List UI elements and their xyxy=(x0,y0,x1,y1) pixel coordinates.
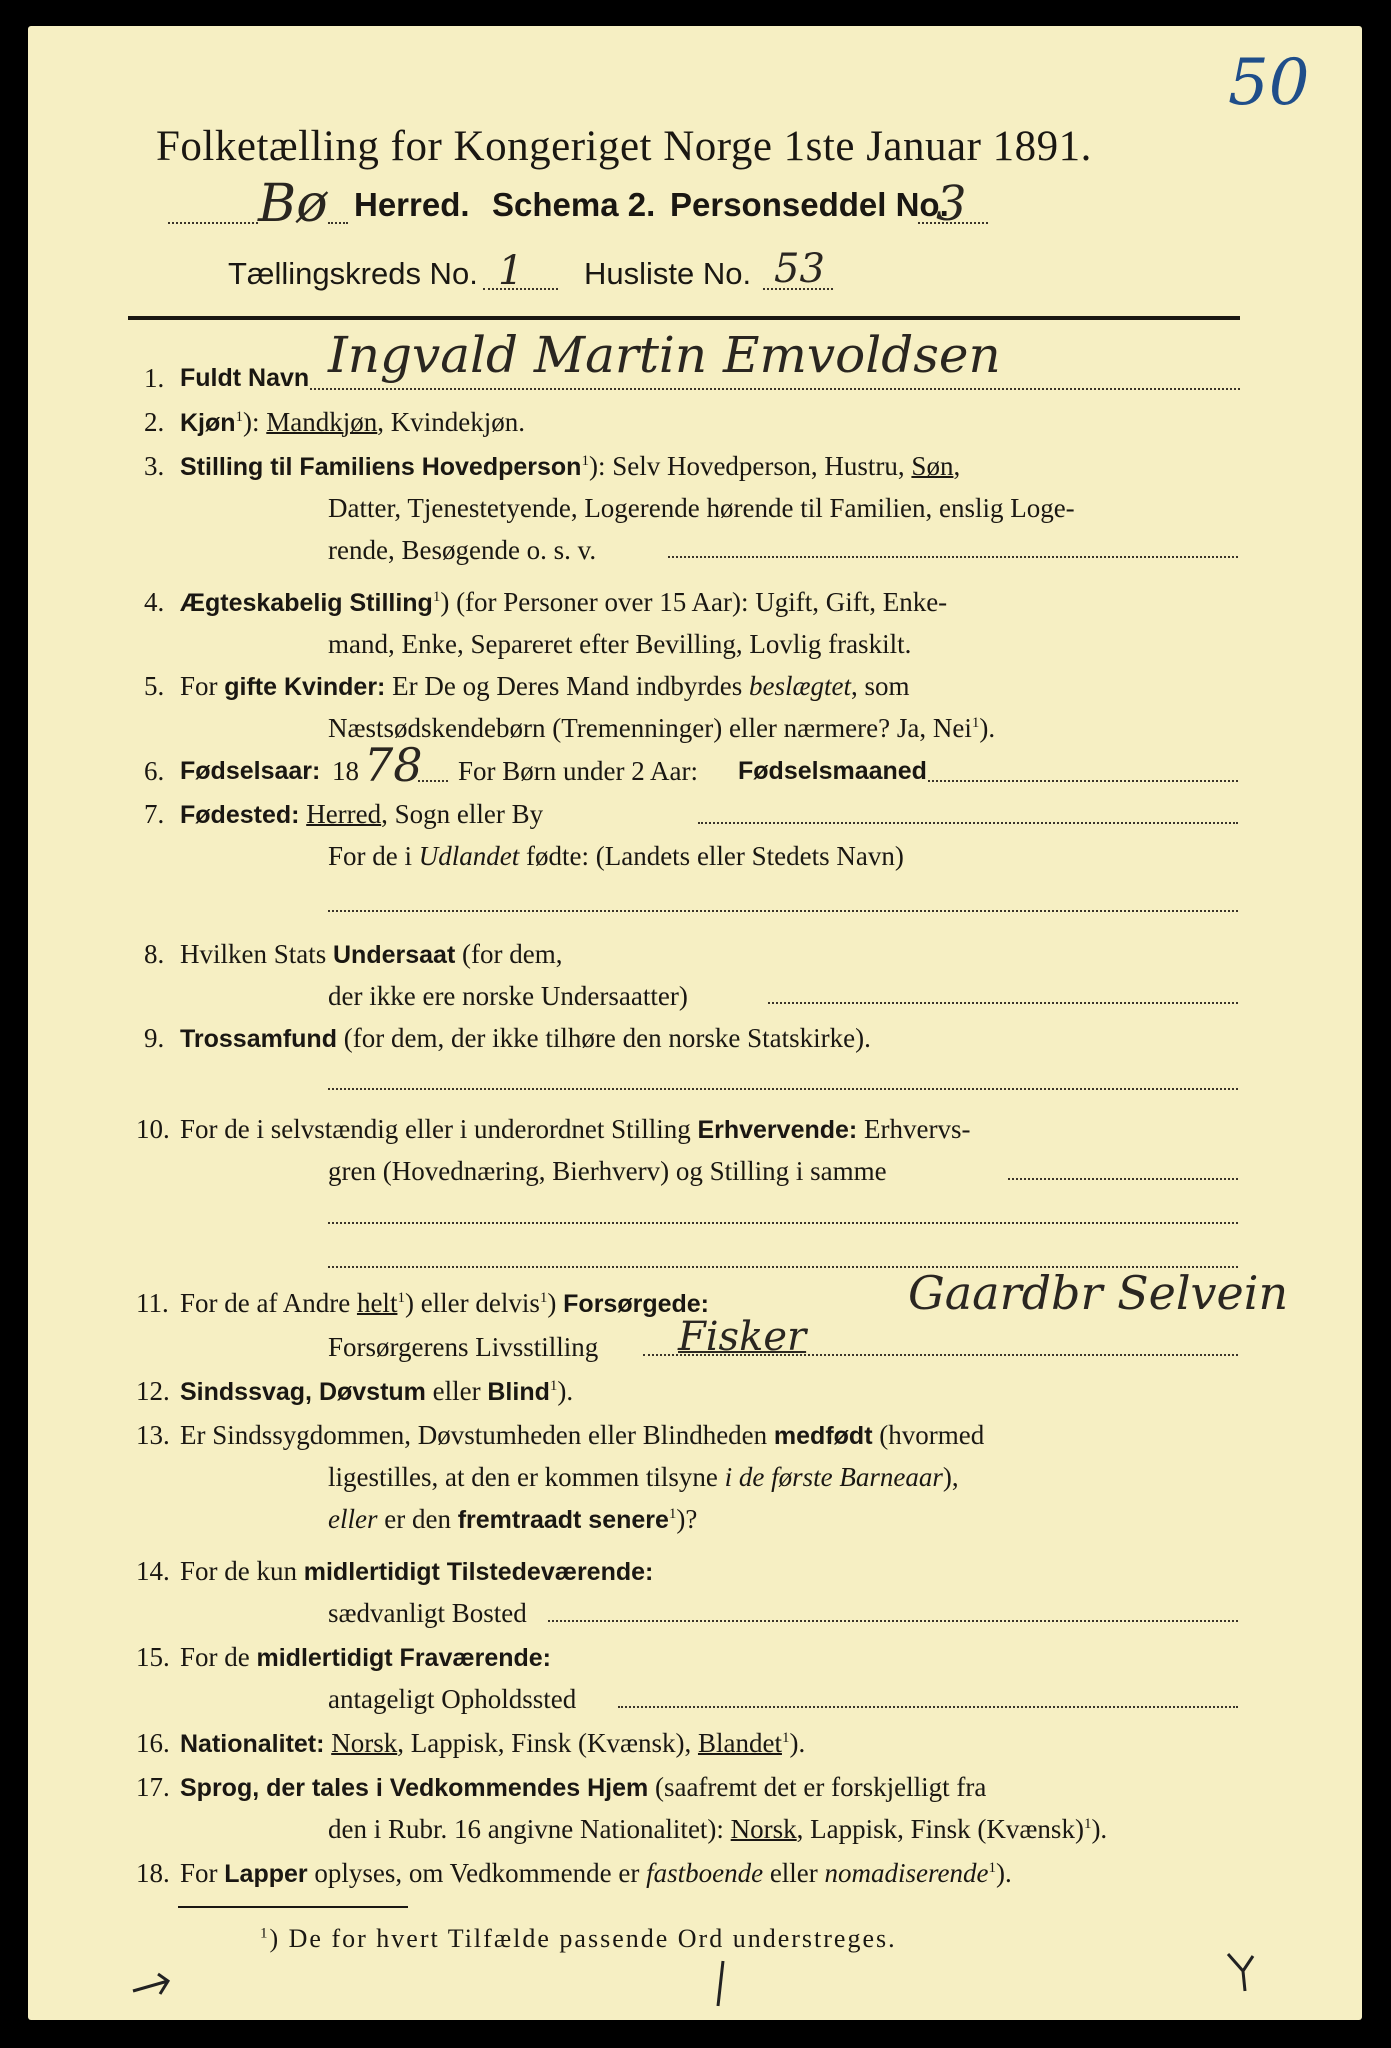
text: Erhvervs- xyxy=(857,1114,971,1144)
item-number: 10. xyxy=(136,1114,170,1144)
text-beslaegtet: beslægtet xyxy=(749,671,852,701)
footnote-ref: 1 xyxy=(539,1290,548,1306)
text: eller xyxy=(425,1376,488,1406)
item-number: 8. xyxy=(144,939,165,969)
item-number: 7. xyxy=(144,799,165,829)
text: eller xyxy=(763,1858,825,1888)
dotted-line xyxy=(698,822,1238,824)
text: ) xyxy=(547,1288,564,1318)
year-prefix: 18 xyxy=(332,756,359,786)
text: Er De og Deres Mand indbyrdes xyxy=(385,671,750,701)
item-number: 11. xyxy=(136,1288,169,1318)
dotted-line xyxy=(928,780,1238,782)
provider-occupation-handwritten: Fisker xyxy=(678,1314,807,1360)
dotted-line xyxy=(918,222,988,224)
item-12-line xyxy=(180,1376,573,1407)
option-norsk-underlined: Norsk xyxy=(730,1814,797,1844)
text-italic: eller xyxy=(328,1504,378,1534)
footnote-rule xyxy=(178,1906,408,1908)
item-17-line-1 xyxy=(180,1772,986,1803)
item-10-line-1 xyxy=(180,1114,970,1145)
label-forsorgede: Forsørgede: xyxy=(563,1290,710,1318)
schema-label: Schema 2. xyxy=(492,186,656,223)
page-number: 50 xyxy=(1228,46,1310,120)
item-number: 5. xyxy=(144,671,165,701)
footnote-ref: 1 xyxy=(260,1925,270,1942)
text: (for dem, xyxy=(455,939,563,969)
label-nationalitet: Nationalitet: xyxy=(180,1730,325,1758)
text-italic: i de første Barneaar xyxy=(724,1462,943,1492)
text: , som xyxy=(851,671,910,701)
option-blandet-underlined: Blandet xyxy=(697,1728,782,1758)
footnote-ref: 1 xyxy=(1083,1816,1092,1832)
label-kjon: Kjøn xyxy=(180,409,236,437)
text: , Kvindekjøn. xyxy=(377,407,526,437)
label-tilstedevaerende: midlertidigt Tilstedeværende: xyxy=(303,1558,654,1586)
label-fodested: Fødested: xyxy=(180,801,300,829)
personseddel-value: 3 xyxy=(936,176,967,232)
text: ): Selv Hovedperson, Hustru, xyxy=(588,451,912,481)
option-mandkjon-underlined: Mandkjøn xyxy=(266,407,378,437)
dotted-line xyxy=(768,1002,1238,1004)
item-13-line-2 xyxy=(328,1462,959,1493)
text: , Lappisk, Finsk (Kvænsk), xyxy=(397,1728,698,1758)
pen-mark xyxy=(1223,1946,1263,1996)
footnote-ref: 1 xyxy=(988,1860,996,1876)
item-5-line-2 xyxy=(328,713,995,744)
form-title: Folketælling for Kongeriget Norge 1ste Januar 1891. xyxy=(156,123,1092,170)
item-2-line xyxy=(180,407,525,438)
text: (hvormed xyxy=(872,1420,985,1450)
dotted-line xyxy=(328,1088,1238,1090)
dotted-line xyxy=(548,1620,1238,1622)
item-number: 15. xyxy=(136,1642,170,1672)
text-fastboende: fastboende xyxy=(646,1858,764,1888)
label-sprog: Sprog, der tales i Vedkommendes Hjem xyxy=(180,1774,649,1802)
kreds-value: 1 xyxy=(498,248,524,294)
item-13-line-3 xyxy=(328,1504,697,1535)
text: , xyxy=(953,451,961,481)
item-5-line-1 xyxy=(180,671,910,702)
item-number: 18. xyxy=(136,1858,170,1888)
item-number: 16. xyxy=(136,1728,170,1758)
dotted-line xyxy=(328,222,348,224)
kreds-label: Tællingskreds No. xyxy=(228,256,478,291)
item-18-line xyxy=(180,1858,1012,1889)
text: ). xyxy=(996,1858,1012,1888)
footnote-ref: 1 xyxy=(432,589,441,605)
footnote-ref: 1 xyxy=(668,1506,677,1522)
text: ). xyxy=(1091,1814,1108,1844)
name-handwritten: Ingvald Martin Emvoldsen xyxy=(328,326,1001,384)
option-norsk-underlined: Norsk xyxy=(331,1728,398,1758)
label-lapper: Lapper xyxy=(224,1860,308,1888)
option-helt-underlined: helt xyxy=(356,1288,398,1318)
husliste-label: Husliste No. xyxy=(584,256,752,291)
item-9-line xyxy=(180,1023,871,1054)
item-4-line-1 xyxy=(180,587,947,618)
text: ligestilles, at den er kommen tilsyne xyxy=(328,1462,725,1492)
item-17-line-2 xyxy=(328,1814,1107,1845)
item-7-line-2 xyxy=(328,841,904,872)
item-number: 3. xyxy=(144,451,165,481)
text: For de xyxy=(180,1642,257,1672)
footnote-ref: 1 xyxy=(549,1378,558,1394)
text: ). xyxy=(557,1376,574,1406)
item-number: 1. xyxy=(144,363,165,393)
header-rule xyxy=(128,316,1240,320)
footnote-ref: 1 xyxy=(581,453,589,469)
footnote-ref: 1 xyxy=(397,1290,405,1306)
husliste-value: 53 xyxy=(774,246,825,292)
text: For de af Andre xyxy=(180,1288,357,1318)
text: den i Rubr. 16 angivne Nationalitet): xyxy=(328,1814,731,1844)
label-fravaerende: midlertidigt Fraværende: xyxy=(256,1644,551,1672)
label-stilling: Stilling til Familiens Hovedperson xyxy=(180,453,582,481)
footnote-ref: 1 xyxy=(781,1730,790,1746)
dotted-line xyxy=(1008,1178,1238,1180)
text: For xyxy=(180,671,225,701)
item-number: 6. xyxy=(144,756,165,786)
text: Er Sindssygdommen, Døvstumheden eller Blindheden xyxy=(180,1420,774,1450)
herred-handwritten: Bø xyxy=(258,174,328,234)
label-undersaat: Undersaat xyxy=(333,941,456,969)
text: (saafremt det er forskjelligt fra xyxy=(648,1772,987,1802)
option-herred-underlined: Herred xyxy=(306,799,382,829)
item-7-line-1 xyxy=(180,799,543,830)
item-14-line-1 xyxy=(180,1556,653,1587)
text: ). xyxy=(789,1728,806,1758)
text: Næstsødskendebørn (Tremenninger) eller nærmere? Ja, Nei xyxy=(328,713,972,743)
item-number: 12. xyxy=(136,1376,170,1406)
item-11-line-2: Forsørgerens Livsstilling xyxy=(328,1332,599,1362)
text: For Børn under 2 Aar: xyxy=(458,756,698,786)
label-trossamfund: Trossamfund xyxy=(180,1025,337,1053)
text: ) eller delvis xyxy=(404,1288,540,1318)
label-erhvervende: Erhvervende: xyxy=(697,1116,858,1144)
text: ) (for Personer over 15 Aar): Ugift, Gift, Enke- xyxy=(440,587,948,617)
item-number: 2. xyxy=(144,407,165,437)
dotted-line xyxy=(310,388,1240,390)
item-10-line-2: gren (Hovednæring, Bierhverv) og Stilling i samme xyxy=(328,1156,887,1186)
text: )? xyxy=(676,1504,698,1534)
dotted-line xyxy=(168,222,258,224)
herred-label: Herred. xyxy=(354,186,470,223)
item-number: 9. xyxy=(144,1023,165,1053)
label-fuldt-navn: Fuldt Navn xyxy=(180,364,310,392)
footnote-text: ) De for hvert Tilfælde passende Ord understreges. xyxy=(269,1924,897,1953)
label-medfodt: medfødt xyxy=(773,1422,873,1450)
item-16-line xyxy=(180,1728,805,1759)
label-fodselsmaaned: Fødselsmaaned xyxy=(738,757,927,785)
text: For de i xyxy=(328,841,419,871)
text: er den xyxy=(377,1504,458,1534)
text: Hvilken Stats xyxy=(180,939,333,969)
item-number: 4. xyxy=(144,587,165,617)
text: ): xyxy=(243,407,267,437)
item-13-line-1 xyxy=(180,1420,984,1451)
text: For xyxy=(180,1858,225,1888)
text-nomadiserende: nomadiserende xyxy=(824,1858,989,1888)
label-aegteskabelig: Ægteskabelig Stilling xyxy=(180,589,433,617)
item-number: 17. xyxy=(136,1772,170,1802)
census-form xyxy=(28,26,1362,2020)
dotted-line xyxy=(483,288,558,290)
dotted-line xyxy=(618,1706,1238,1708)
dotted-line xyxy=(328,1222,1238,1224)
text: oplyses, om Vedkommende er xyxy=(307,1858,647,1888)
provider-status-handwritten: Gaardbr Selvein xyxy=(908,1266,1289,1320)
footnote-ref: 1 xyxy=(235,409,244,425)
text: ), xyxy=(942,1462,959,1492)
dotted-line xyxy=(668,556,1238,558)
item-number: 14. xyxy=(136,1556,170,1586)
personseddel-label: Personseddel No. xyxy=(670,186,949,223)
text: fødte: (Landets eller Stedets Navn) xyxy=(519,841,904,871)
dotted-line xyxy=(418,780,448,782)
item-3-line-3: rende, Besøgende o. s. v. xyxy=(328,535,597,565)
pen-mark xyxy=(128,1966,198,2006)
text: , Lappisk, Finsk (Kvænsk) xyxy=(796,1814,1084,1844)
item-8-line-2: der ikke ere norske Undersaatter) xyxy=(328,981,688,1011)
item-15-line-1 xyxy=(180,1642,551,1673)
option-son-underlined: Søn xyxy=(911,451,954,481)
item-3-line-2: Datter, Tjenestetyende, Logerende hørende til Familien, enslig Loge- xyxy=(328,493,1075,523)
item-15-line-2: antageligt Opholdssted xyxy=(328,1684,577,1714)
text: For de i selvstændig eller i underordnet Stilling xyxy=(180,1114,698,1144)
label-sindssvag: Sindssvag, Døvstum xyxy=(180,1378,426,1406)
item-11-line-1 xyxy=(180,1288,709,1319)
text: , Sogn eller By xyxy=(381,799,544,829)
footnote xyxy=(260,1924,897,1954)
item-8-line-1 xyxy=(180,939,562,970)
item-number: 13. xyxy=(136,1420,170,1450)
text: For de kun xyxy=(180,1556,304,1586)
year-handwritten: 78 xyxy=(364,738,423,792)
label-fremtraadt: fremtraadt senere xyxy=(457,1506,669,1534)
text: ). xyxy=(979,713,996,743)
dotted-line xyxy=(763,288,833,290)
label-blind: Blind xyxy=(487,1378,550,1406)
label-gifte-kvinder: gifte Kvinder: xyxy=(224,673,386,701)
label-fodselsaar: Fødselsaar: xyxy=(180,757,321,785)
dotted-line xyxy=(328,910,1238,912)
pen-mark xyxy=(708,1956,738,2016)
item-3-line-1 xyxy=(180,451,960,482)
text-udlandet: Udlandet xyxy=(418,841,520,871)
item-14-line-2: sædvanligt Bosted xyxy=(328,1598,527,1628)
item-4-line-2: mand, Enke, Separeret efter Bevilling, Lovlig fraskilt. xyxy=(328,629,912,659)
text: (for dem, der ikke tilhøre den norske Statskirke). xyxy=(336,1023,871,1053)
footnote-ref: 1 xyxy=(971,715,980,731)
